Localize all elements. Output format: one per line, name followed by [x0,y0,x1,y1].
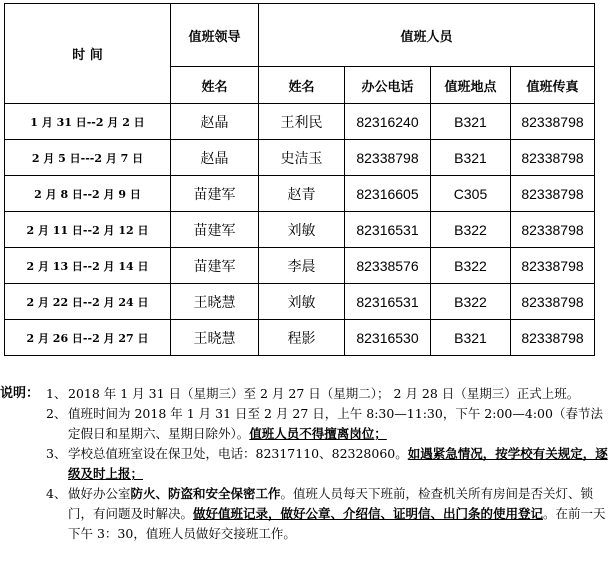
note-emphasis: 如遇紧急情况，按学校有关规定，逐级及时上报； [68,446,608,481]
fax-cell: 82338798 [511,212,595,248]
table-row [5,320,595,356]
date-cell: 1 月 31 日--2 月 2 日 [5,104,171,140]
notes-label: 说明： [0,386,40,401]
note-segment: 值班时间为 2018 年 1 月 31 日至 2 月 27 日，上午 8:30—11:30，下午 2:00—4:00（春节法定假日和星期六、星期日除外）。 [68,406,603,441]
note-number: 3、 [46,446,67,461]
note-segment: 。在前一天下午 3：30，值班人员做好交接班工作。 [68,506,606,541]
note-segment: 做好办公室 [68,486,131,501]
location-cell: B322 [431,284,511,320]
note-text [46,404,610,444]
fax-header: 值班传真 [511,67,595,104]
leader-cell: 赵晶 [171,104,259,140]
table-row [5,140,595,176]
fax-cell: 82338798 [511,104,595,140]
staff-name-header: 姓名 [259,67,345,104]
leader-cell: 赵晶 [171,140,259,176]
location-cell: C305 [431,176,511,212]
staff-header: 值班人员 [259,4,595,67]
fax-cell: 82338798 [511,176,595,212]
staff-name-cell: 史洁玉 [259,140,345,176]
notes-section [0,384,610,544]
leader-cell: 王晓慧 [171,320,259,356]
date-cell: 2 月 8 日--2 月 9 日 [5,176,171,212]
leader-header: 值班领导 [171,4,259,67]
table-row [5,212,595,248]
phone-header: 办公电话 [345,67,431,104]
staff-name-cell: 王利民 [259,104,345,140]
header-row [5,4,595,67]
duty-schedule-table [4,3,595,356]
leader-cell: 苗建军 [171,176,259,212]
leader-cell: 苗建军 [171,248,259,284]
note-number: 1、 [46,386,67,401]
phone-cell: 82338576 [345,248,431,284]
note-item [46,404,610,444]
staff-name-cell: 李晨 [259,248,345,284]
note-item [46,484,610,544]
location-cell: B321 [431,140,511,176]
phone-cell: 82316530 [345,320,431,356]
phone-cell: 82338798 [345,140,431,176]
location-cell: B321 [431,104,511,140]
note-text [46,384,610,404]
note-number: 2、 [46,406,67,421]
table-row [5,248,595,284]
location-cell: B322 [431,248,511,284]
fax-cell: 82338798 [511,248,595,284]
location-cell: B321 [431,320,511,356]
note-segment: 。值班人员每天下班前，检查机关所有房间是否关灯、锁门，有问题及时解决。 [68,486,594,521]
date-cell: 2 月 22 日--2 月 24 日 [5,284,171,320]
note-emphasis: 防火、防盗和安全保密工作 [130,486,281,501]
note-text [46,444,610,484]
note-segment: 2018 年 1 月 31 日（星期三）至 2 月 27 日（星期二）； 2 月 28 日（星期三）正式上班。 [68,386,580,401]
staff-name-cell: 程影 [259,320,345,356]
leader-cell: 苗建军 [171,212,259,248]
date-cell: 2 月 13 日--2 月 14 日 [5,248,171,284]
leader-cell: 王晓慧 [171,284,259,320]
note-segment: 学校总值班室设在保卫处，电话：82317110、82328060。 [68,446,408,461]
staff-name-cell: 赵青 [259,176,345,212]
table-row [5,176,595,212]
leader-name-header: 姓名 [171,67,259,104]
time-header: 时 间 [5,4,171,104]
date-cell: 2 月 26 日--2 月 27 日 [5,320,171,356]
table-row [5,104,595,140]
staff-name-cell: 刘敏 [259,284,345,320]
fax-cell: 82338798 [511,140,595,176]
note-item [46,444,610,484]
phone-cell: 82316531 [345,212,431,248]
fax-cell: 82338798 [511,284,595,320]
note-emphasis: 做好值班记录，做好公章、介绍信、证明信、出门条的使用登记 [193,506,544,521]
note-text [46,484,610,544]
staff-name-cell: 刘敏 [259,212,345,248]
note-item [46,384,610,404]
note-number: 4、 [46,486,67,501]
note-emphasis: 值班人员不得擅离岗位； [249,426,387,441]
phone-cell: 82316605 [345,176,431,212]
phone-cell: 82316531 [345,284,431,320]
notes-list [0,384,610,544]
table-row [5,284,595,320]
location-cell: B322 [431,212,511,248]
location-header: 值班地点 [431,67,511,104]
date-cell: 2 月 11 日--2 月 12 日 [5,212,171,248]
date-cell: 2 月 5 日---2 月 7 日 [5,140,171,176]
fax-cell: 82338798 [511,320,595,356]
phone-cell: 82316240 [345,104,431,140]
